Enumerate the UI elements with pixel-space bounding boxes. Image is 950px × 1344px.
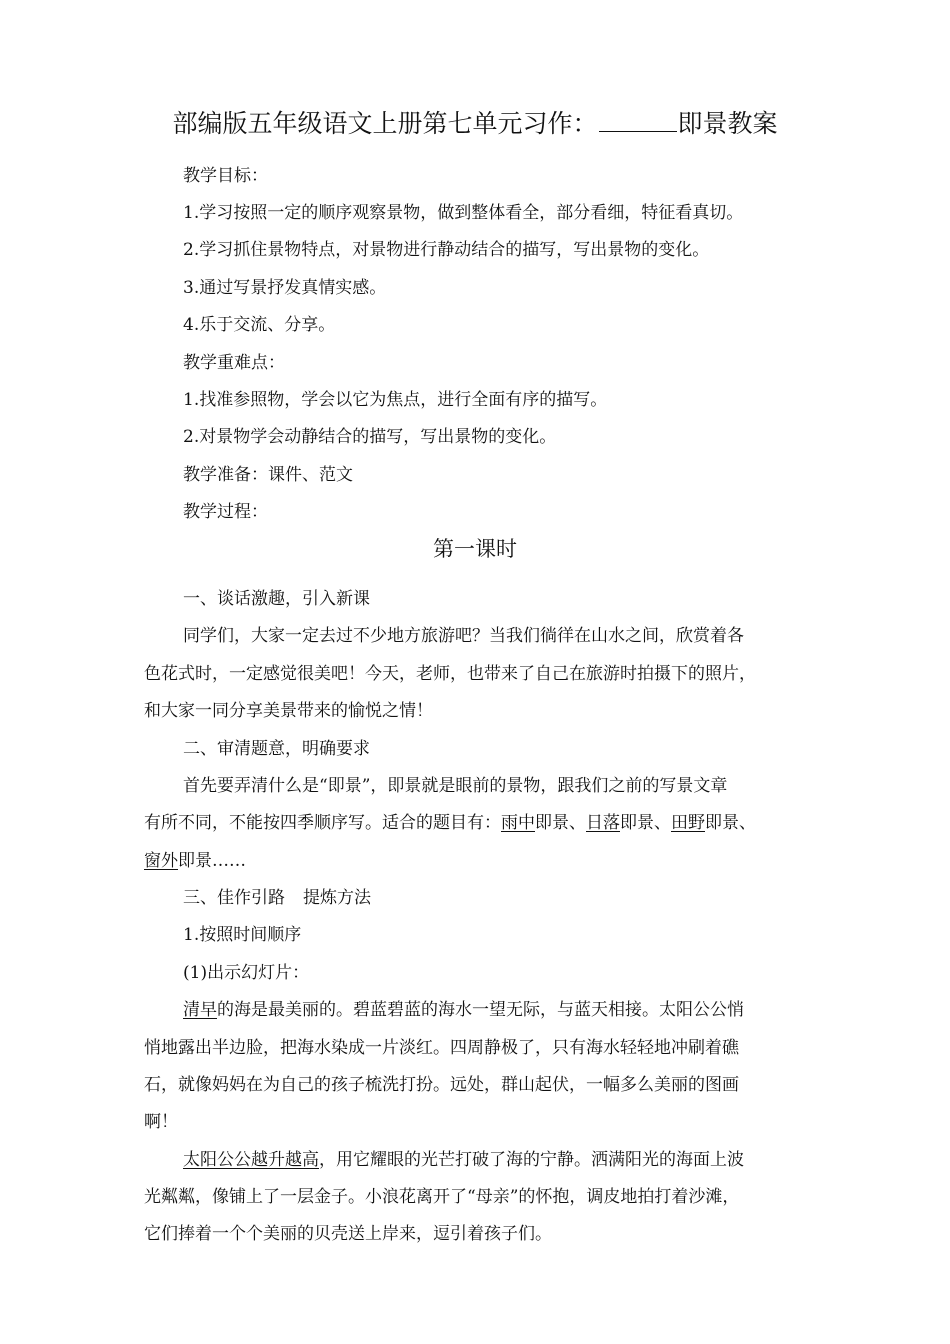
- example-paragraph-line: 光粼粼，像铺上了一层金子。小浪花离开了“母亲”的怀抱，调皮地拍打着沙滩，: [144, 1187, 740, 1207]
- section2-topics-line: 窗外即景……: [144, 851, 246, 871]
- objective-item: 1.学习按照一定的顺序观察景物，做到整体看全，部分看细，特征看真切。: [183, 203, 744, 223]
- topic-underlined: 窗外: [144, 851, 178, 871]
- example-paragraph-line: 啊！: [144, 1112, 178, 1132]
- example-paragraph-line: 石，就像妈妈在为自己的孩子梳洗打扮。远处，群山起伏，一幅多么美丽的图画: [144, 1075, 739, 1095]
- section1-paragraph-line: 和大家一同分享美景带来的愉悦之情！: [144, 701, 433, 721]
- example-paragraph-line: 清早的海是最美丽的。碧蓝碧蓝的海水一望无际，与蓝天相接。太阳公公悄: [183, 1000, 744, 1020]
- title-blank-underline: [599, 109, 677, 132]
- example-paragraph-line: 它们捧着一个个美丽的贝壳送上岸来，逗引着孩子们。: [144, 1224, 552, 1244]
- section3-item: 1.按照时间顺序: [183, 925, 302, 945]
- lesson-title: 第一课时: [433, 537, 517, 561]
- document-title: [0, 106, 950, 142]
- time-phrase-underlined: 清早: [183, 1000, 217, 1020]
- section3-heading: 三、佳作引路 提炼方法: [183, 888, 371, 908]
- section1-paragraph-line: 色花式时，一定感觉很美吧！今天，老师，也带来了自己在旅游时拍摄下的照片，: [144, 664, 756, 684]
- section3-subitem: (1)出示幻灯片：: [183, 963, 310, 983]
- section1-paragraph-line: 同学们，大家一定去过不少地方旅游吧？当我们徜徉在山水之间，欣赏着各: [183, 626, 744, 646]
- process-heading: 教学过程：: [183, 502, 268, 522]
- example-paragraph-line: 悄地露出半边脸，把海水染成一片淡红。四周静极了，只有海水轻轻地冲刷着礁: [144, 1038, 739, 1058]
- preparation-line: 教学准备：课件、范文: [183, 465, 353, 485]
- key-point-item: 1.找准参照物，学会以它为焦点，进行全面有序的描写。: [183, 390, 608, 410]
- objectives-heading: 教学目标：: [183, 166, 268, 186]
- section2-topics-line: 有所不同，不能按四季顺序写。适合的题目有：雨中即景、日落即景、田野即景、: [144, 813, 756, 833]
- topic-underlined: 日落: [586, 813, 620, 833]
- example-paragraph-line: 太阳公公越升越高，用它耀眼的光芒打破了海的宁静。洒满阳光的海面上波: [183, 1150, 744, 1170]
- objective-item: 2.学习抓住景物特点，对景物进行静动结合的描写，写出景物的变化。: [183, 240, 710, 260]
- topic-underlined: 雨中: [501, 813, 535, 833]
- topic-underlined: 田野: [671, 813, 705, 833]
- objective-item: 3.通过写景抒发真情实感。: [183, 278, 387, 298]
- title-text-after: 即景教案: [677, 109, 778, 138]
- title-text-before: 部编版五年级语文上册第七单元习作：: [172, 109, 598, 138]
- objective-item: 4.乐于交流、分享。: [183, 315, 336, 335]
- section1-heading: 一、谈话激趣，引入新课: [183, 589, 370, 609]
- section2-paragraph-line: 首先要弄清什么是“即景”，即景就是眼前的景物，跟我们之前的写景文章: [183, 776, 728, 796]
- key-point-item: 2.对景物学会动静结合的描写，写出景物的变化。: [183, 427, 557, 447]
- section2-heading: 二、审清题意，明确要求: [183, 739, 370, 759]
- time-phrase-underlined: 太阳公公越升越高: [183, 1150, 319, 1170]
- key-points-heading: 教学重难点：: [183, 353, 285, 373]
